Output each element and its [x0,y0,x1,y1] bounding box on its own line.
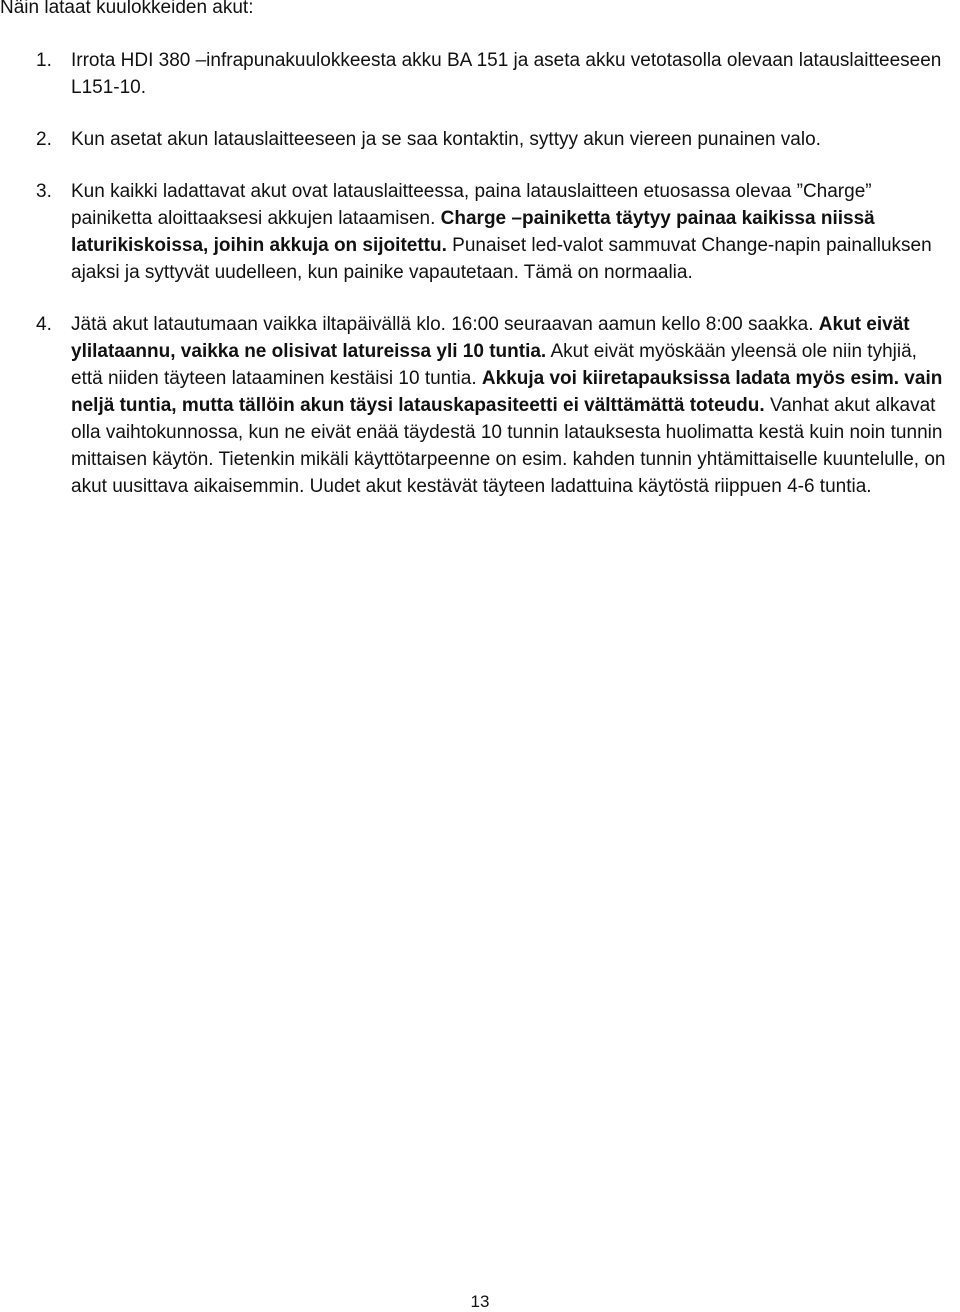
list-item [0,47,960,101]
instruction-list [0,47,960,525]
page-heading: Näin lataat kuulokkeiden akut: [0,0,254,18]
page-number: 13 [470,1292,490,1311]
text-segment: Punaiset led-valot sammuvat Change-napin painalluksen ajaksi ja syttyvät uudelleen, kun painike vapautetaan. Tämä on normaalia. [71,235,932,283]
text-segment: Akut eivät myöskään yleensä ole niin tyhjiä, että niiden täyteen lataaminen kestäisi 10 tuntia. [71,341,917,389]
step-number: 3. [36,181,52,202]
list-item [0,126,960,153]
list-item [0,311,960,500]
text-segment: Jätä akut latautumaan vaikka iltapäivällä klo. 16:00 seuraavan aamun kello 8:00 saakka. [71,314,819,335]
list-item [0,178,960,286]
step-text [71,126,952,153]
text-segment: Vanhat akut alkavat olla vaihtokunnossa, kun ne eivät enää täydestä 10 tunnin latauksesta huolimatta kestä kuin noin tunnin mittaisen käytön. Tietenkin mikäli käyttötarpeenne on esim. kahden tunnin yhtämittaiselle kuuntelulle, on akut uusittava aikaisemmin. Uudet akut kestävät täyteen ladattuina käytöstä riippuen 4-6 tuntia. [71,395,946,497]
step-number: 2. [36,129,52,150]
text-segment: Kun kaikki ladattavat akut ovat latauslaitteessa, paina latauslaitteen etuosassa olevaa ”Charge” painiketta aloittaaksesi akkujen lataamisen. [71,181,872,229]
step-text [71,178,952,286]
step-number: 4. [36,314,52,335]
bold-text-segment: Akkuja voi kiiretapauksissa ladata myös esim. vain neljä tuntia, mutta tällöin akun täysi latauskapasiteetti ei välttämättä toteudu. [71,368,943,416]
text-segment: Kun asetat akun latauslaitteeseen ja se saa kontaktin, syttyy akun viereen punainen valo. [71,129,821,150]
bold-text-segment: Charge –painiketta täytyy painaa kaikissa niissä laturikiskoissa, joihin akkuja on sijoitettu. [71,208,875,256]
step-text [71,47,952,101]
step-number: 1. [36,50,52,71]
step-text [71,311,952,500]
bold-text-segment: Akut eivät ylilataannu, vaikka ne olisivat latureissa yli 10 tuntia. [71,314,910,362]
text-segment: Irrota HDI 380 –infrapunakuulokkeesta akku BA 151 ja aseta akku vetotasolla olevaan latauslaitteeseen L151-10. [71,50,942,98]
